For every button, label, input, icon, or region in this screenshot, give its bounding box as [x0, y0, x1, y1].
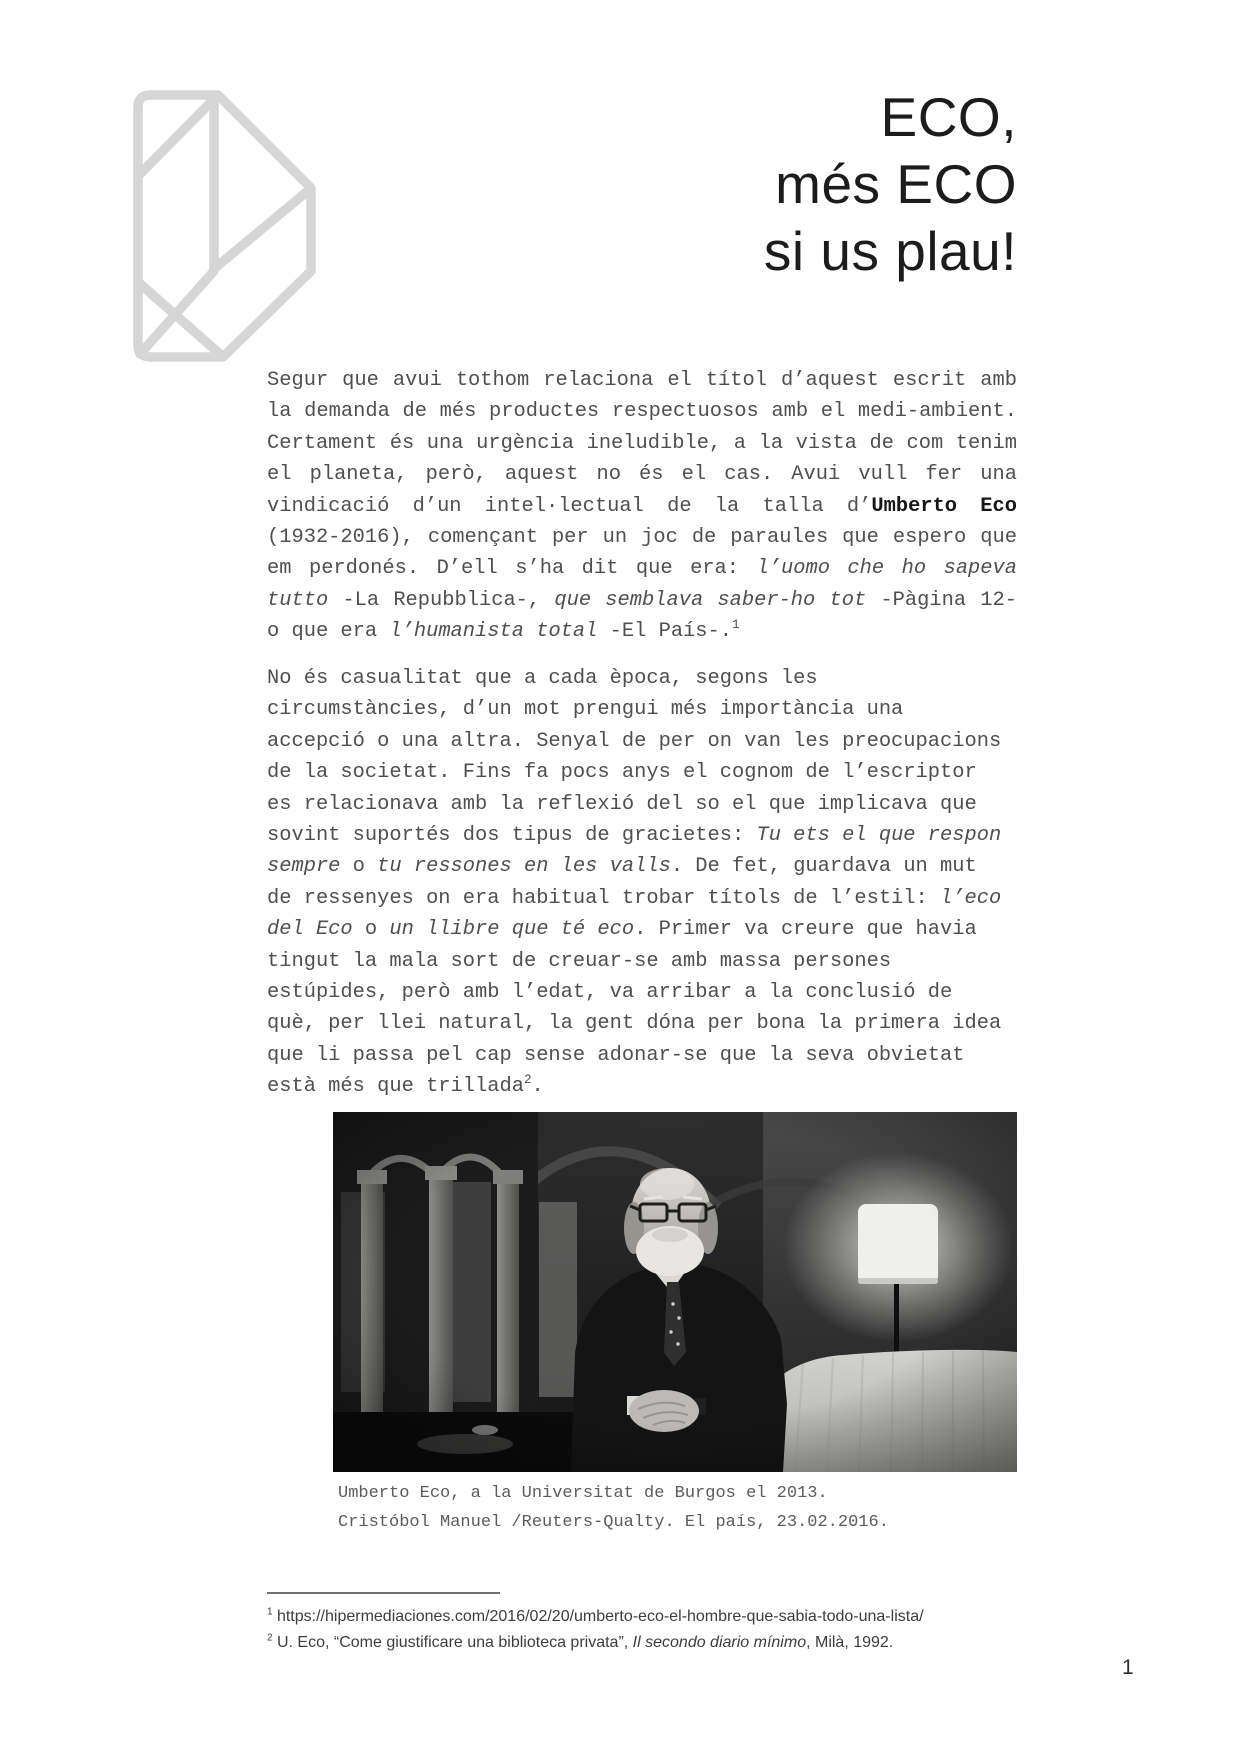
umberto-eco-portrait-graphic — [333, 1112, 1017, 1472]
text-line: accepció o una altra. Senyal de per on van les preocupacions — [267, 729, 1002, 753]
text-line: que li passa pel cap sense adonar-se que la seva obvietat — [267, 1043, 965, 1067]
document-title — [764, 84, 1017, 285]
text-line: tingut la mala sort de creuar-se amb massa persones — [267, 949, 892, 973]
text-line: (1932-2016), començant per un joc de paraules que espero que — [267, 525, 1017, 549]
text-line: es relacionava amb la reflexió del so el que implicava que — [267, 792, 977, 816]
text-line: circumstàncies, d’un mot prengui més importància una — [267, 698, 904, 722]
text-line: vindicació d’un intel·lectual de la talla d’Umberto Eco — [267, 494, 1017, 518]
text-line: de ressenyes on era habitual trobar títols de l’estil: l’eco — [267, 886, 1002, 910]
title-line-1: ECO, — [880, 86, 1017, 148]
text-line: tutto -La Repubblica-, que semblava saber-ho tot -Pàgina 12- — [267, 588, 1017, 612]
text-line: què, per llei natural, la gent dóna per bona la primera idea — [267, 1012, 1002, 1036]
text-line: de la societat. Fins fa pocs anys el cognom de l’escriptor — [267, 761, 977, 785]
text-line: sovint suportés dos tipus de gracietes: Tu ets el que respon — [267, 823, 1002, 847]
caption-line-1: Umberto Eco, a la Universitat de Burgos el 2013. — [338, 1484, 828, 1503]
text-line: Segur que avui tothom relaciona el títol d’aquest escrit amb — [267, 369, 1017, 392]
title-line-3: si us plau! — [763, 220, 1017, 282]
text-line: No és casualitat que a cada època, segons les — [267, 667, 818, 690]
text-line: o que era l’humanista total -El País-.$^1$ — [267, 617, 740, 644]
text-line: em perdonés. D’ell s’ha dit que era: l’uomo che ho sapeva — [267, 557, 1017, 581]
text-line: estúpides, però amb l’edat, va arribar a la conclusió de — [267, 980, 953, 1004]
paragraph-1 — [267, 365, 1017, 648]
footnotes — [267, 1592, 1067, 1656]
photo-umberto-eco — [333, 1112, 1017, 1472]
text-line: la demanda de més productes respectuosos amb el medi-ambient. — [267, 400, 1017, 424]
photo-caption — [338, 1479, 889, 1537]
paragraph-2 — [267, 663, 1017, 1102]
page-number: 1 — [1122, 1656, 1134, 1679]
footnote-2-reference — [267, 1630, 1067, 1656]
text-line: $^1$ https://hipermediaciones.com/2016/02/20/umberto-eco-el-hombre-que-sabia-todo-una-lista/ — [267, 1606, 924, 1625]
text-line: sempre o tu ressones en les valls. De fet, guardava un mut — [267, 855, 977, 879]
text-line: Certament és una urgència ineludible, a la vista de com tenim — [267, 431, 1017, 455]
text-line: $^2$ U. Eco, “Come giustificare una biblioteca privata”, Il secondo diario mínimo, Milà, 1992. — [267, 1632, 894, 1651]
footnote-1-url[interactable] — [267, 1604, 1067, 1630]
title-line-2: més ECO — [775, 153, 1017, 215]
text-line: està més que trillada$^2$. — [267, 1072, 544, 1099]
text-line: el planeta, però, aquest no és el cas. Avui vull fer una — [267, 463, 1017, 487]
footnote-separator — [267, 1592, 500, 1594]
text-line: del Eco o un llibre que té eco. Primer va creure que havia — [267, 918, 977, 942]
geometric-envelope-logo-icon — [125, 85, 322, 375]
caption-line-2: Cristóbol Manuel /Reuters-Qualty. El país, 23.02.2016. — [338, 1513, 889, 1532]
